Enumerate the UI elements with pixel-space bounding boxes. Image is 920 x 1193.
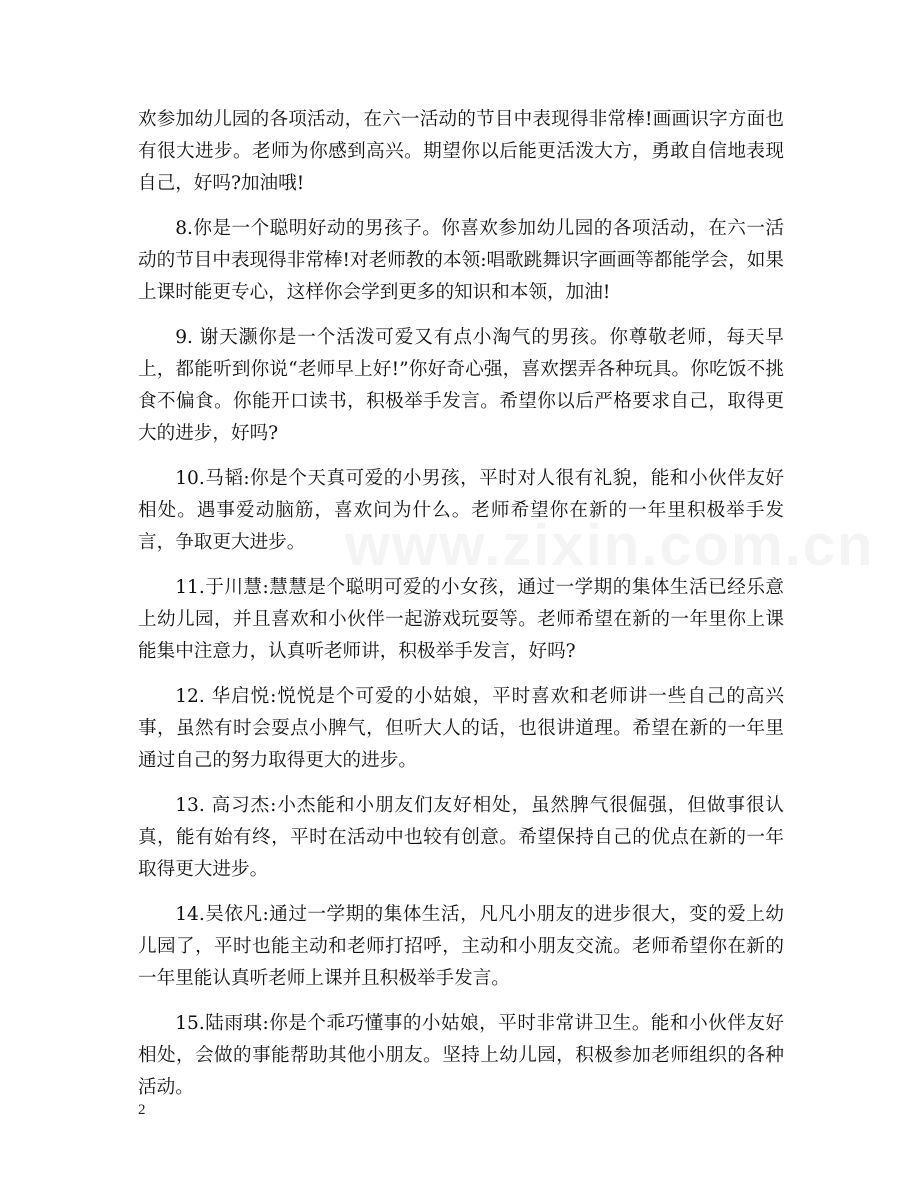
paragraph-comment-15: 15.陆雨琪:你是个乖巧懂事的小姑娘，平时非常讲卫生。能和小伙伴友好相处，会做的事能帮助其他小朋友。坚持上幼儿园，积极参加老师组织的各种活动。 (138, 1013, 784, 1098)
paragraph-comment-8: 8.你是一个聪明好动的男孩子。你喜欢参加幼儿园的各项活动，在六一活动的节目中表现得非常棒!对老师教的本领:唱歌跳舞识字画画等都能学会，如果上课时能更专心，这样你会学到更多的知识和本领，加油! (138, 218, 784, 303)
paragraph-comment-13: 13. 高习杰:小杰能和小朋友们友好相处，虽然脾气很倔强，但做事很认真，能有始有终，平时在活动中也较有创意。希望保持自己的优点在新的一年取得更大进步。 (138, 795, 784, 880)
paragraph-comment-12: 12. 华启悦:悦悦是个可爱的小姑娘，平时喜欢和老师讲一些自己的高兴事，虽然有时会耍点小脾气，但听大人的话，也很讲道理。希望在新的一年里通过自己的努力取得更大的进步。 (138, 686, 784, 771)
document-body (138, 104, 784, 1117)
paragraph-comment-11: 11.于川慧:慧慧是个聪明可爱的小女孩，通过一学期的集体生活已经乐意上幼儿园，并且喜欢和小伙伴一起游戏玩耍等。老师希望在新的一年里你上课能集中注意力，认真听老师讲，积极举手发言，好吗? (138, 577, 784, 662)
paragraph-continued: 欢参加幼儿园的各项活动，在六一活动的节目中表现得非常棒!画画识字方面也有很大进步。老师为你感到高兴。期望你以后能更活泼大方，勇敢自信地表现自己，好吗?加油哦! (138, 109, 784, 194)
watermark: www.zixin.com.cn (345, 513, 875, 578)
paragraph-comment-9: 9. 谢天灏你是一个活泼可爱又有点小淘气的男孩。你尊敬老师，每天早上，都能听到你说“老师早上好!”你好奇心强，喜欢摆弄各种玩具。你吃饭不挑食不偏食。你能开口读书，积极举手发言。希望你以后严格要求自己，取得更大的进步，好吗? (138, 327, 784, 444)
paragraph-comment-14: 14.吴依凡:通过一学期的集体生活，凡凡小朋友的进步很大，变的爱上幼儿园了，平时也能主动和老师打招呼，主动和小朋友交流。老师希望你在新的一年里能认真听老师上课并且积极举手发言。 (138, 904, 784, 989)
paragraph-comment-10: 10.马韬:你是个天真可爱的小男孩，平时对人很有礼貌，能和小伙伴友好相处。遇事爱动脑筋，喜欢问为什么。老师希望你在新的一年里积极举手发言，争取更大进步。 (138, 468, 784, 553)
page-number: 2 (138, 1102, 146, 1118)
